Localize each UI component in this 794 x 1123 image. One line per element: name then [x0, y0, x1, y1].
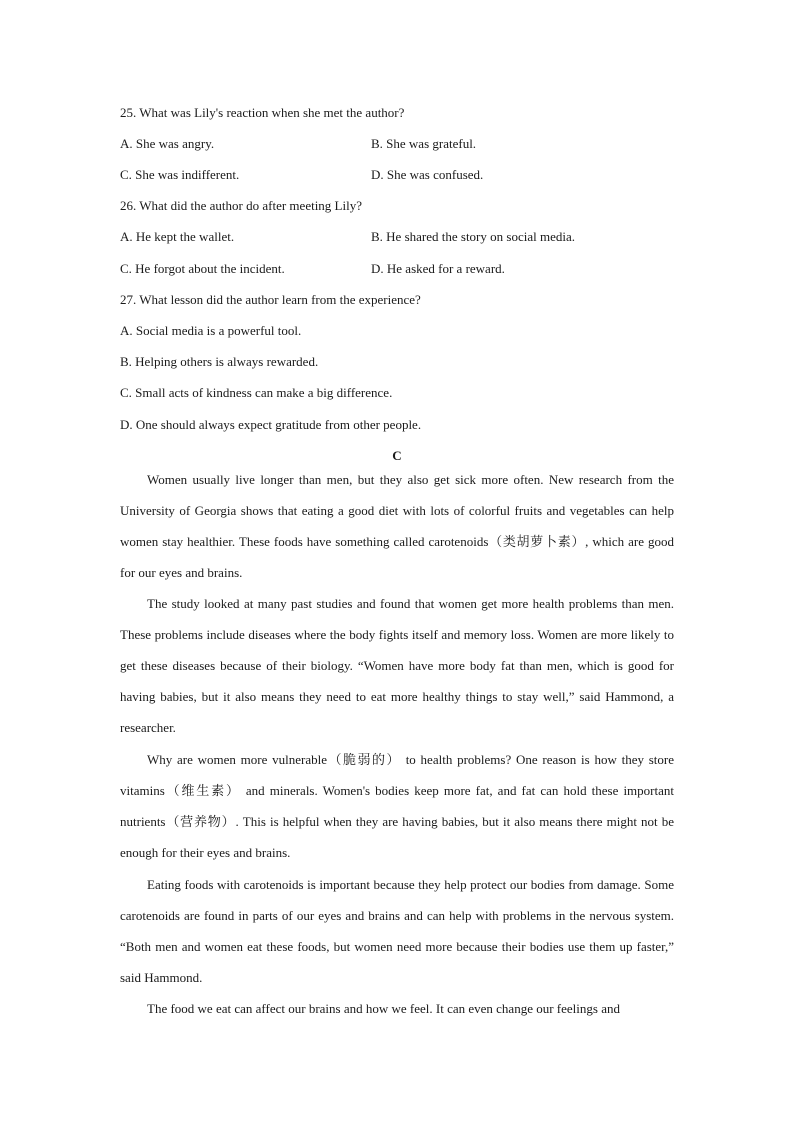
question-27-stem: 27. What lesson did the author learn from the experience?: [120, 292, 421, 307]
question-27-option-c: C. Small acts of kindness can make a big difference.: [120, 385, 393, 400]
passage-paragraph-3: Why are women more vulnerable（脆弱的） to health problems? One reason is how they store vitamins（维生素） and minerals. Women's bodies keep more fat, and fat can hold these important nutrients（营养物）. This is helpful when they are having babies, but it also means there might not be enough for their eyes and brains.: [120, 752, 674, 861]
question-27-option-b: B. Helping others is always rewarded.: [120, 354, 319, 369]
question-26-option-c: C. He forgot about the incident.: [120, 261, 285, 276]
question-25-option-d: D. She was confused.: [371, 167, 484, 182]
question-25-option-c: C. She was indifferent.: [120, 167, 240, 182]
question-27-option-d: D. One should always expect gratitude from other people.: [120, 417, 422, 432]
question-26-stem: 26. What did the author do after meeting Lily?: [120, 198, 362, 213]
question-25-option-a: A. She was angry.: [120, 136, 215, 151]
question-26-option-d: D. He asked for a reward.: [371, 261, 505, 276]
section-title: C: [392, 448, 402, 463]
question-25-option-b: B. She was grateful.: [371, 136, 477, 151]
question-27-option-a: A. Social media is a powerful tool.: [120, 323, 302, 338]
question-25-stem: 25. What was Lily's reaction when she met the author?: [120, 105, 405, 120]
question-26-option-b: B. He shared the story on social media.: [371, 229, 575, 244]
passage-paragraph-1: Women usually live longer than men, but they also get sick more often. New research from the University of Georgia shows that eating a good diet with lots of colorful fruits and vegetables can help women stay healthier. These foods have something called carotenoids（类胡萝卜素）, which are good for our eyes and brains.: [120, 472, 674, 581]
passage-paragraph-4: Eating foods with carotenoids is important because they help protect our bodies from damage. Some carotenoids are found in parts of our eyes and brains and can help with problems in the nervous system. “Both men and women eat these foods, but women need more because their bodies use them up faster,” said Hammond.: [120, 877, 674, 986]
question-26-option-a: A. He kept the wallet.: [120, 229, 235, 244]
passage-paragraph-2: The study looked at many past studies and found that women get more health problems than men. These problems include diseases where the body fights itself and memory loss. Women are more likely to get these diseases because of their biology. “Women have more body fat than men, which is good for having babies, but it also means they need to eat more healthy things to stay well,” said Hammond, a researcher.: [120, 596, 674, 736]
passage-paragraph-5: The food we eat can affect our brains and how we feel. It can even change our feelings and: [147, 1001, 620, 1016]
